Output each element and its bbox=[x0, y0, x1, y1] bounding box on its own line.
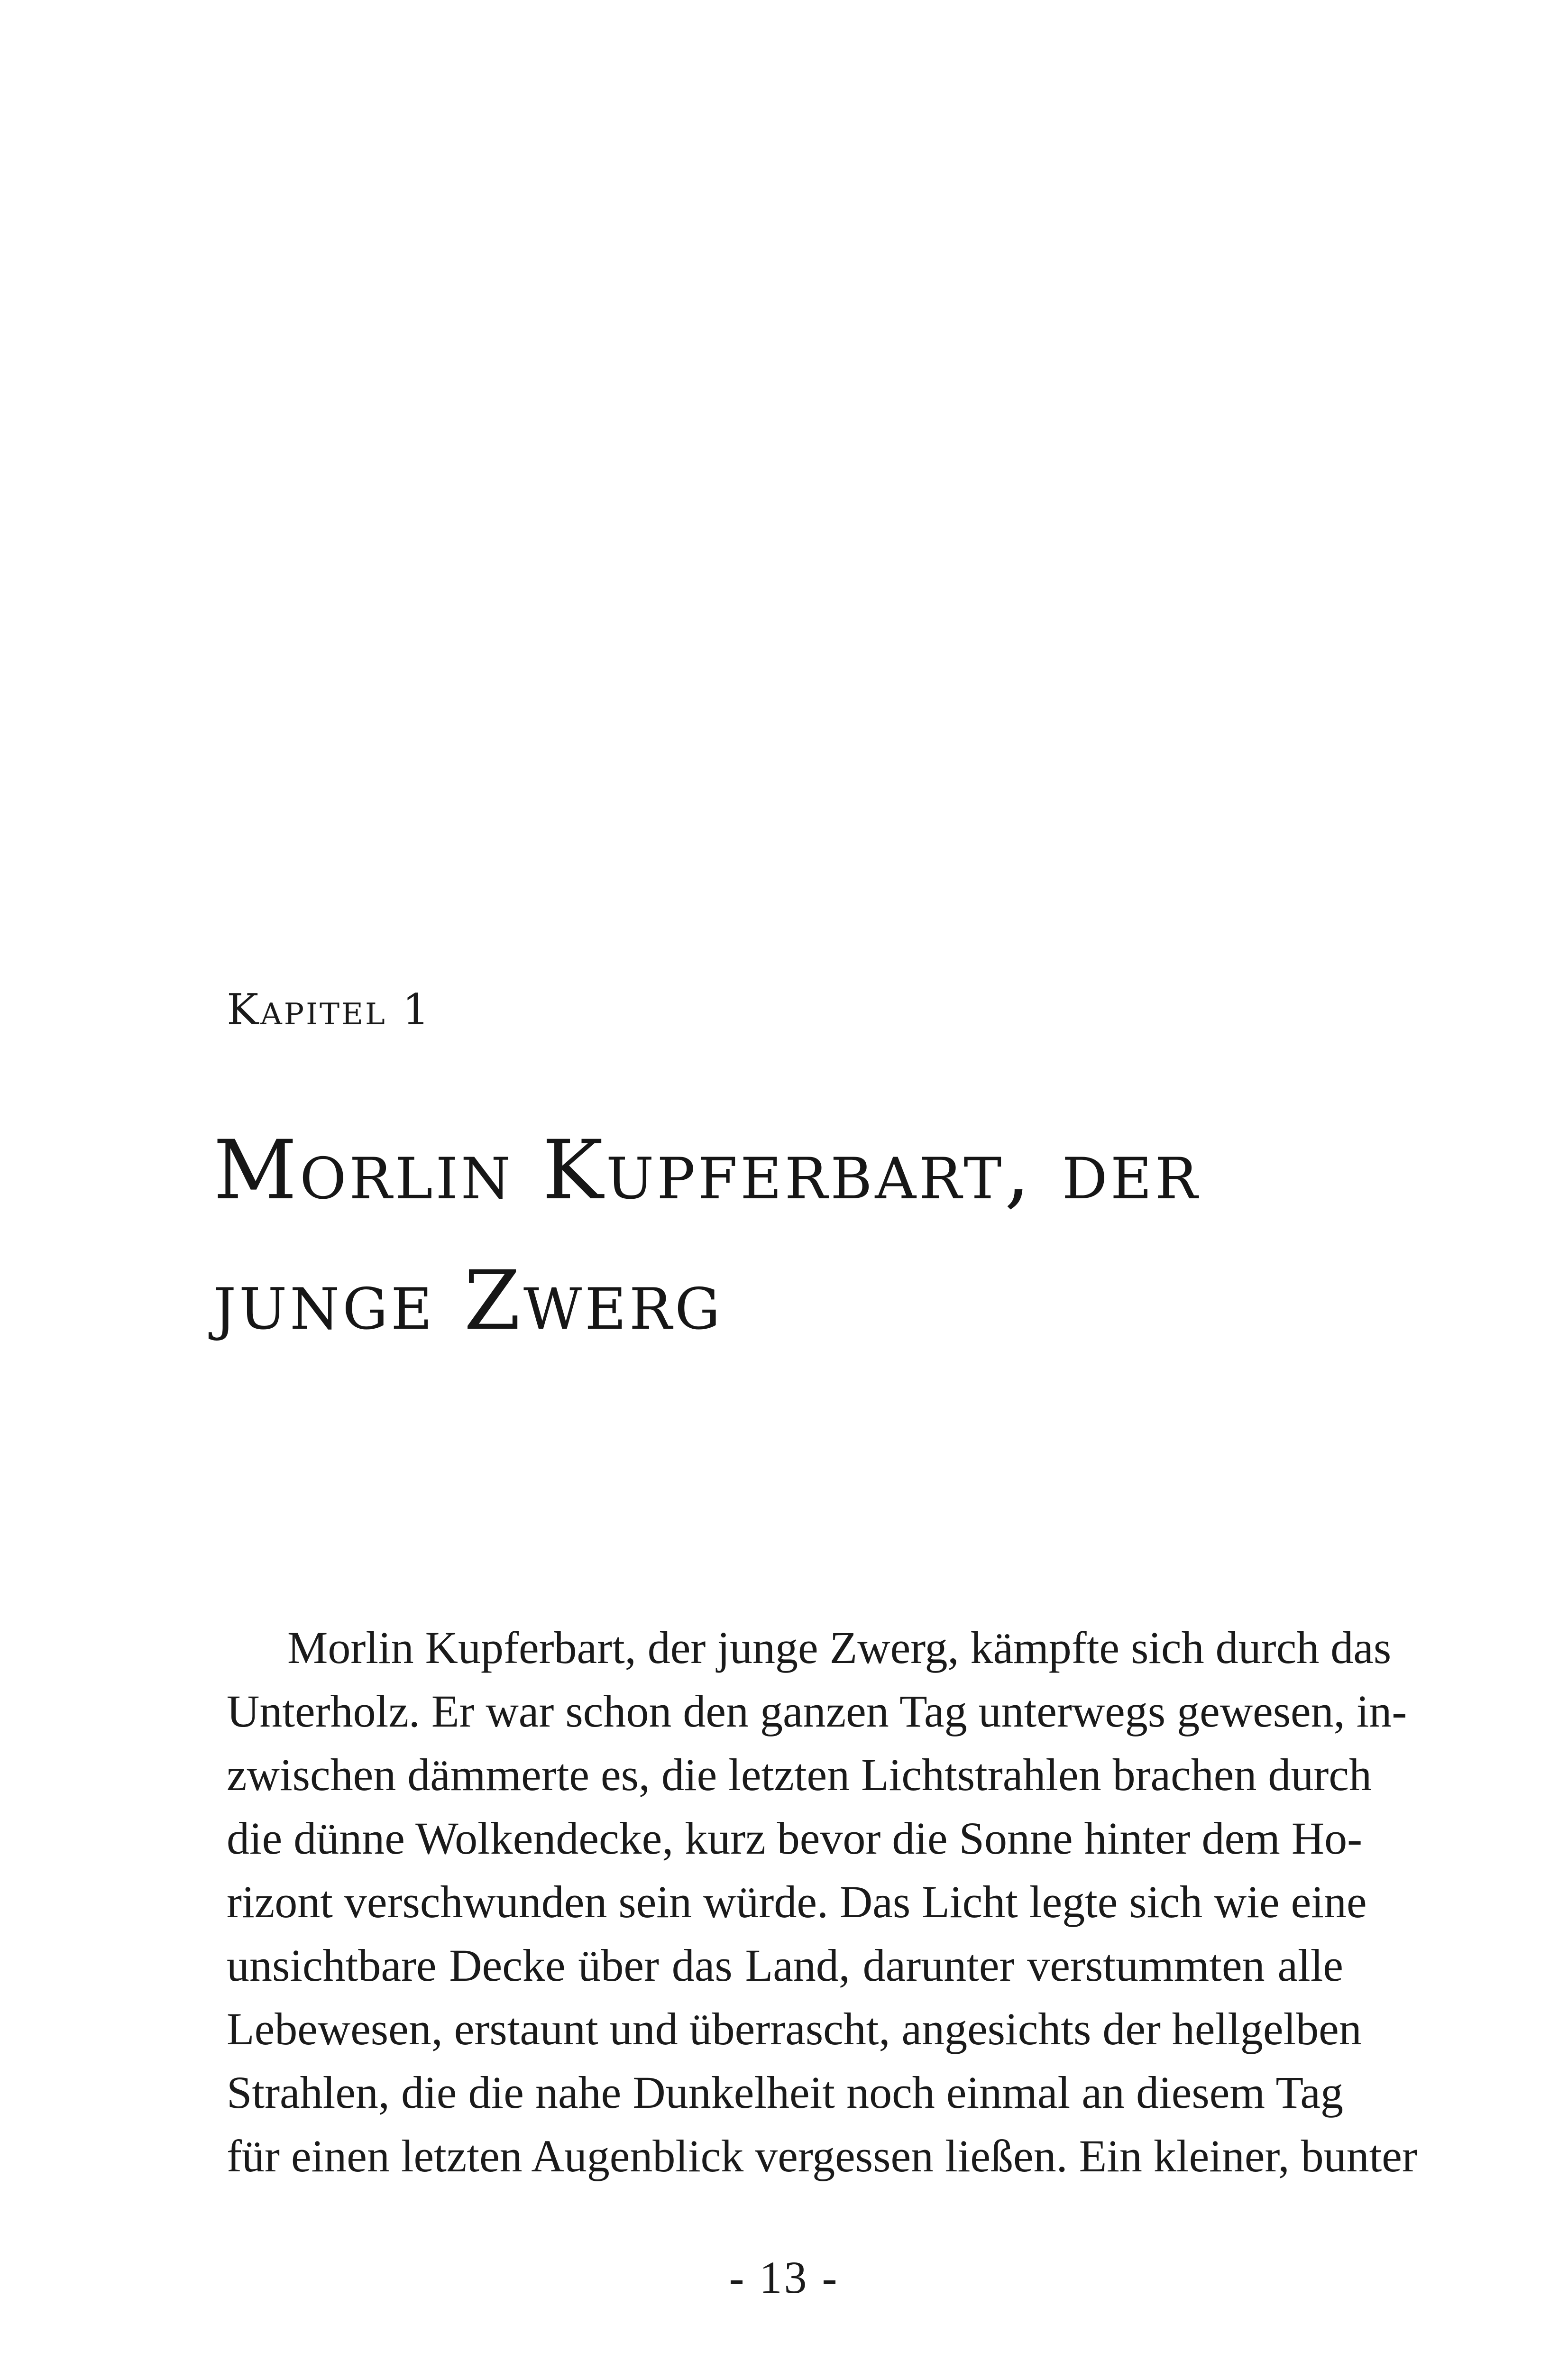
chapter-label: Kapitel 1 bbox=[227, 985, 431, 1035]
chapter-title bbox=[213, 1105, 1351, 1366]
text-line: Strahlen, die die nahe Dunkelheit noch einmal an diesem Tag bbox=[227, 2067, 1343, 2118]
text-line: die dünne Wolkendecke, kurz bevor die Sonne hinter dem Ho- bbox=[227, 1813, 1363, 1864]
page-number: - 13 - bbox=[729, 2252, 839, 2303]
text-line: rizont verschwunden sein würde. Das Licht legte sich wie eine bbox=[227, 1876, 1367, 1927]
text-line: Unterholz. Er war schon den ganzen Tag unterwegs gewesen, in- bbox=[227, 1686, 1407, 1737]
text-line: zwischen dämmerte es, die letzten Lichtstrahlen brachen durch bbox=[227, 1749, 1372, 1800]
chapter-title-line: Morlin Kupferbart, der bbox=[213, 1122, 1201, 1218]
text-line: Morlin Kupferbart, der junge Zwerg, kämpfte sich durch das bbox=[287, 1622, 1392, 1673]
text-line: für einen letzten Augenblick vergessen ließen. Ein kleiner, bunter bbox=[227, 2131, 1417, 2181]
body-paragraph bbox=[227, 1616, 1417, 2188]
text-line: Lebewesen, erstaunt und überrascht, angesichts der hellgelben bbox=[227, 2003, 1362, 2054]
chapter-title-line: junge Zwerg bbox=[213, 1253, 724, 1348]
text-line: unsichtbare Decke über das Land, darunter verstummten alle bbox=[227, 1940, 1343, 1991]
